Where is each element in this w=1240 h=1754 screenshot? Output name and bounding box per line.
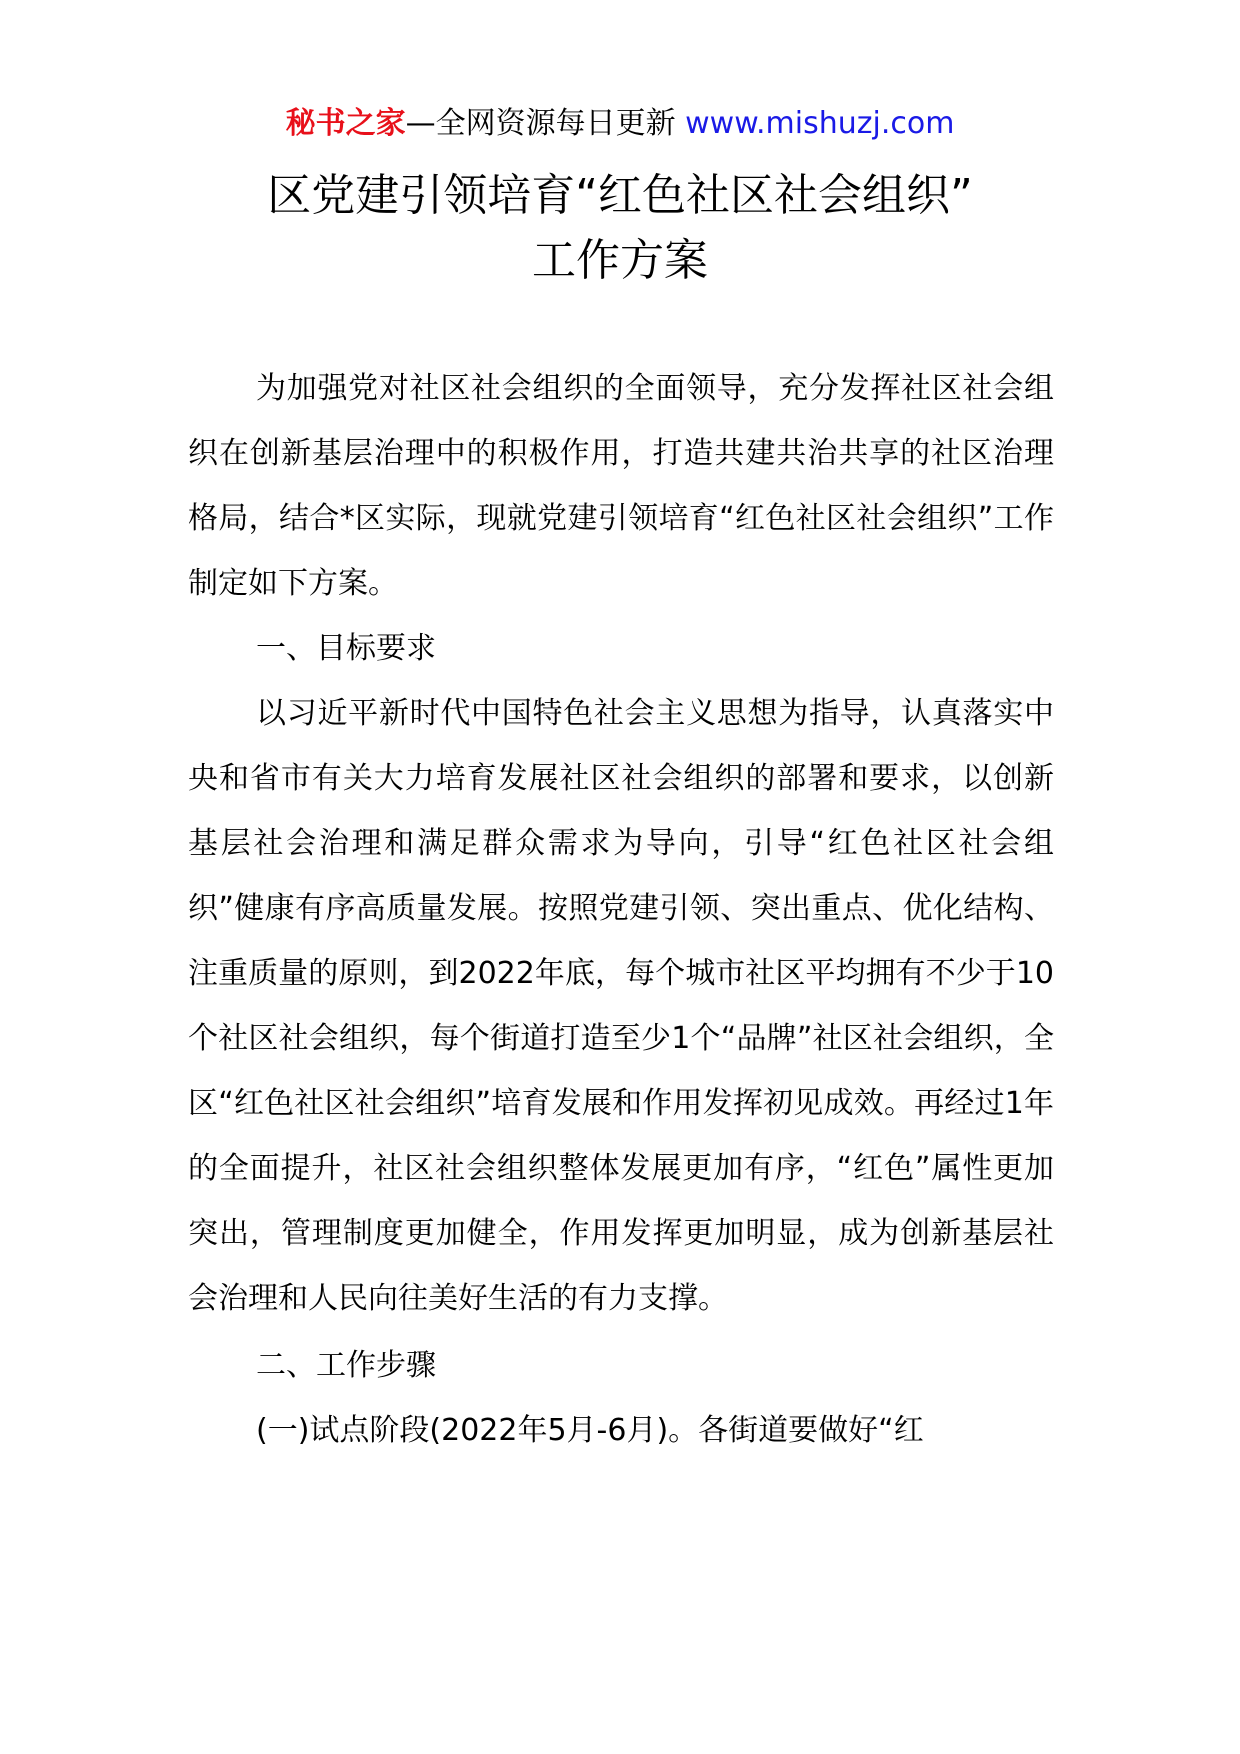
document-title: 区党建引领培育“红色社区社会组织” (267, 170, 973, 221)
site-url[interactable]: www.mishuzj.com (685, 106, 955, 141)
section-heading: 一、目标要求 (256, 631, 436, 666)
document-body (188, 356, 1054, 1463)
document-subtitle: 工作方案 (532, 235, 708, 286)
site-banner (0, 104, 1240, 144)
body-paragraph: (一)试点阶段(2022年5月-6月)。各街道要做好“红 (256, 1413, 924, 1448)
section-heading: 二、工作步骤 (256, 1348, 436, 1383)
body-paragraph: 以习近平新时代中国特色社会主义思想为指导，认真落实中央和省市有关大力培育发展社区社会组织的部署和要求，以创新基层社会治理和满足群众需求为导向，引导“红色社区社会组织”健康有序高质量发展。按照党建引领、突出重点、优化结构、注重质量的原则，到2022年底，每个城市社区平均拥有不少于10个社区社会组织，每个街道打造至少1个“品牌”社区社会组织，全区“红色社区社会组织”培育发展和作用发挥初见成效。再经过1年的全面提升，社区社会组织整体发展更加有序，“红色”属性更加突出，管理制度更加健全，作用发挥更加明显，成为创新基层社会治理和人民向往美好生活的有力支撑。 (188, 696, 1054, 1316)
brand-name: 秘书之家 (285, 106, 406, 141)
banner-tagline: —全网资源每日更新 (405, 106, 676, 141)
intro-paragraph: 为加强党对社区社会组织的全面领导，充分发挥社区社会组织在创新基层治理中的积极作用，打造共建共治共享的社区治理格局，结合*区实际，现就党建引领培育“红色社区社会组织”工作制定如下方案。 (188, 371, 1054, 601)
